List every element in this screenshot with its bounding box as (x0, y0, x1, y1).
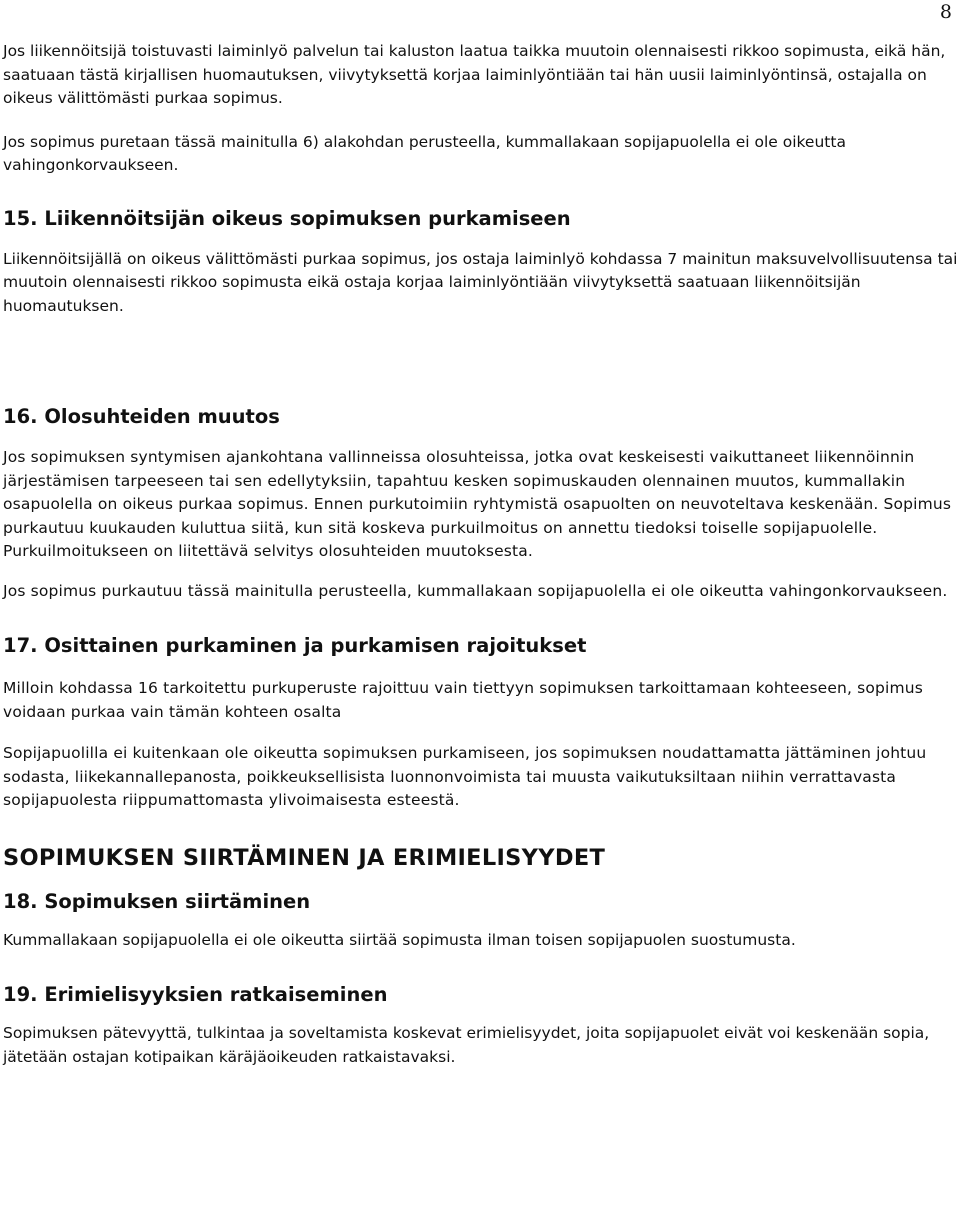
page-number: 8 (939, 1, 952, 23)
section-19-heading: 19. Erimielisyyksien ratkaiseminen (3, 983, 388, 1006)
paragraph-breach-of-contract: Jos liikennöitsijä toistuvasti laiminlyö palvelun tai kaluston laatua taikka muutoin olennaisesti rikkoo sopimusta, eikä hän, saatuaan tästä kirjallisen huomautuksen, viivytyksettä korjaa laiminlyöntiään tai hän uusii laiminlyöntinsä, ostajalla on oikeus välittömästi purkaa sopimus. (3, 42, 946, 107)
section-17-body-1: Milloin kohdassa 16 tarkoitettu purkuperuste rajoittuu vain tiettyyn sopimuksen tarkoittamaan kohteeseen, sopimus voidaan purkaa vain tämän kohteen osalta (3, 679, 923, 721)
section-16-body-2: Jos sopimus purkautuu tässä mainitulla perusteella, kummallakaan sopijapuolella ei ole oikeutta vahingonkorvaukseen. (3, 581, 948, 600)
section-15-body: Liikennöitsijällä on oikeus välittömästi purkaa sopimus, jos ostaja laiminlyö kohdassa 7 mainitun maksuvelvollisuutensa tai muutoin olennaisesti rikkoo sopimusta eikä ostaja korjaa laiminlyöntiään viivytyksettä saatuaan liikennöitsijän huomautuksen. (3, 249, 958, 315)
section-18-heading: 18. Sopimuksen siirtäminen (3, 889, 311, 913)
section-18-body: Kummallakaan sopijapuolella ei ole oikeutta siirtää sopimusta ilman toisen sopijapuolen suostumusta. (3, 930, 796, 949)
section-16-body-1: Jos sopimuksen syntymisen ajankohtana vallinneissa olosuhteissa, jotka ovat keskeisesti vaikuttaneet liikennöinnin järjestämisen tarpeeseen tai sen edellytyksiin, tapahtuu kesken sopimuskauden olennainen muutos, kummallakin osapuolella on oikeus purkaa sopimus. Ennen purkutoimiin ryhtymistä osapuolten on neuvoteltava keskenään. Sopimus purkautuu kuukauden kuluttua siitä, kun sitä koskeva purkuilmoitus on annettu tiedoksi toiselle sopijapuolelle. Purkuilmoitukseen on liitettävä selvitys olosuhteiden muutoksesta. (3, 448, 952, 560)
section-17-body-2: Sopijapuolilla ei kuitenkaan ole oikeutta sopimuksen purkamiseen, jos sopimuksen noudattamatta jättäminen johtuu sodasta, liikekannallepanosta, poikkeuksellisista luonnonvoimista tai muusta vaikutuksiltaan niihin verrattavasta sopijapuolesta riippumattomasta ylivoimaisesta esteestä. (3, 744, 927, 809)
document-body (3, 40, 958, 1069)
paragraph-no-damages: Jos sopimus puretaan tässä mainitulla 6) alakohdan perusteella, kummallakaan sopijapuolella ei ole oikeutta vahingonkorvaukseen. (3, 132, 846, 174)
section-17-heading: 17. Osittainen purkaminen ja purkamisen rajoitukset (3, 634, 587, 657)
main-section-heading: SOPIMUKSEN SIIRTÄMINEN JA ERIMIELISYYDET (3, 844, 606, 871)
section-19-body: Sopimuksen pätevyyttä, tulkintaa ja soveltamista koskevat erimielisyydet, joita sopijapuolet eivät voi keskenään sopia, jätetään ostajan kotipaikan käräjäoikeuden ratkaistavaksi. (3, 1024, 930, 1066)
section-16-heading: 16. Olosuhteiden muutos (3, 405, 280, 428)
section-15-heading: 15. Liikennöitsijän oikeus sopimuksen purkamiseen (3, 206, 571, 230)
